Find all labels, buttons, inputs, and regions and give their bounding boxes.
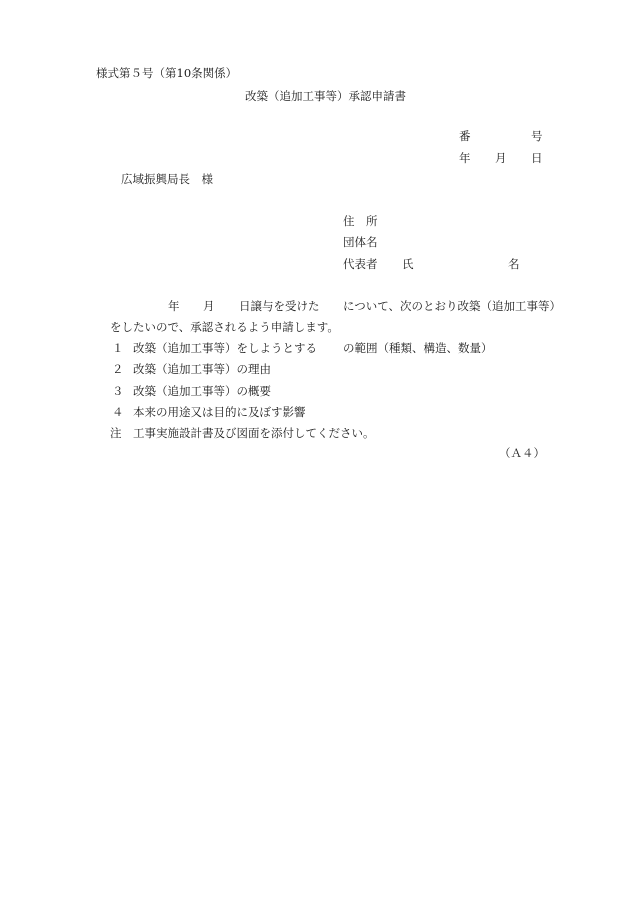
item-2-text: 改築（追加工事等）の理由: [133, 362, 271, 376]
body-year: 年: [168, 299, 180, 313]
document-title: 改築（追加工事等）承認申請書: [245, 89, 406, 103]
header-month: 月: [495, 151, 507, 165]
organization-label: 団体名: [343, 235, 378, 249]
form-number: 様式第５号（第10条関係）: [96, 66, 238, 80]
paper-size: （Ａ４）: [499, 446, 545, 460]
item-4-text: 本来の用途又は目的に及ぼす影響: [133, 405, 306, 419]
item-1-number: １: [112, 341, 124, 355]
item-2-number: ２: [112, 362, 124, 376]
header-year: 年: [459, 151, 471, 165]
representative-label: 代表者: [343, 257, 378, 271]
header-day: 日: [531, 151, 543, 165]
body-continuation: について、次のとおり改築（追加工事等）: [343, 299, 562, 313]
item-3-text: 改築（追加工事等）の概要: [133, 384, 271, 398]
item-1-text-continued: の範囲（種類、構造、数量）: [343, 341, 493, 355]
note-text: 工事実施設計書及び図面を添付してください。: [133, 426, 375, 440]
header-ban: 番: [459, 129, 471, 143]
item-3-number: ３: [112, 384, 124, 398]
body-line2: をしたいので、承認されるよう申請します。: [110, 320, 339, 334]
body-transfer-text: 日譲与を受けた: [239, 299, 320, 313]
addressee: 広域振興局長 様: [121, 172, 213, 186]
header-go: 号: [531, 129, 543, 143]
item-4-number: ４: [112, 405, 124, 419]
item-1-text: 改築（追加工事等）をしようとする: [133, 341, 317, 355]
body-month: 月: [203, 299, 215, 313]
address-label: 住 所: [343, 214, 378, 228]
note-label: 注: [110, 426, 122, 440]
representative-shi: 氏: [402, 257, 414, 271]
representative-mei: 名: [508, 257, 520, 271]
